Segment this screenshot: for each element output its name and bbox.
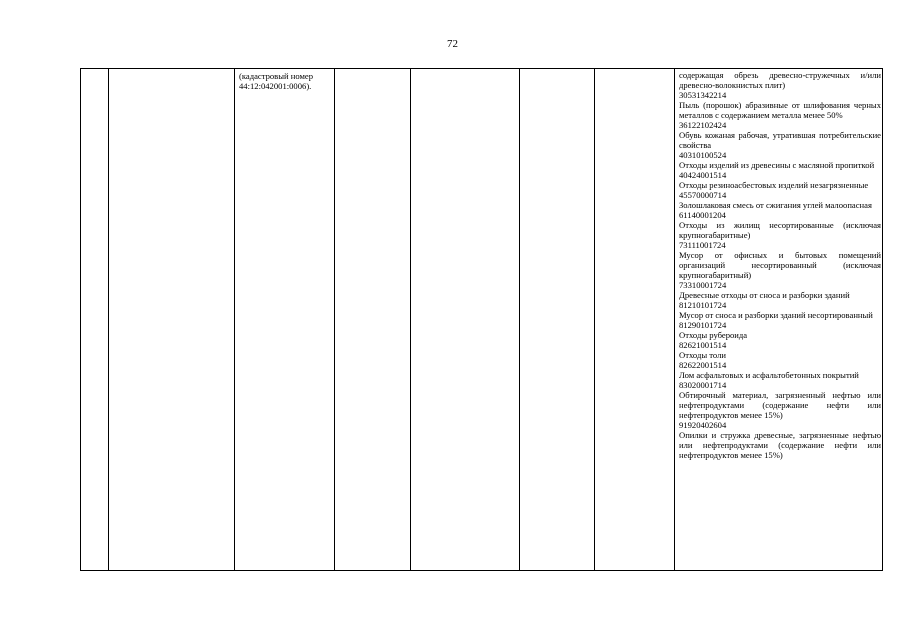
- waste-name: Отходы изделий из древесины с масляной пропиткой: [679, 160, 875, 170]
- column-divider: [594, 69, 595, 570]
- waste-code: 45570000714: [679, 190, 727, 200]
- waste-entry: [679, 370, 881, 390]
- waste-entry: [679, 310, 881, 330]
- waste-name: Отходы толи: [679, 350, 726, 360]
- column-divider: [234, 69, 235, 570]
- waste-name: Древесные отходы от сноса и разборки зданий: [679, 290, 850, 300]
- waste-entry: [679, 100, 881, 130]
- data-table: [80, 68, 883, 571]
- waste-name: Опилки и стружка древесные, загрязненные нефтью или нефтепродуктами (содержание нефти или нефтепродуктов менее 15%): [679, 430, 881, 460]
- waste-code: 40310100524: [679, 150, 727, 160]
- waste-entry: [679, 430, 881, 460]
- waste-name: Отходы рубероида: [679, 330, 748, 340]
- waste-name: Пыль (порошок) абразивные от шлифования черных металлов с содержанием металла менее 50%: [679, 100, 881, 120]
- waste-code: 81290101724: [679, 320, 727, 330]
- waste-name: Обтирочный материал, загрязненный нефтью или нефтепродуктами (содержание нефти или нефтепродуктов менее 15%): [679, 390, 881, 420]
- waste-entry: [679, 330, 881, 350]
- waste-code: 36122102424: [679, 120, 727, 130]
- waste-code: 30531342214: [679, 90, 727, 100]
- waste-code: 61140001204: [679, 210, 726, 220]
- waste-code: 82622001514: [679, 360, 727, 370]
- waste-entry: [679, 290, 881, 310]
- waste-entry: [679, 390, 881, 430]
- cadastral-line-2: 44:12:042001:0006).: [239, 81, 312, 91]
- waste-name: Отходы из жилищ несортированные (исключая крупногабаритные): [679, 220, 881, 240]
- waste-entry: [679, 180, 881, 200]
- waste-entry: [679, 160, 881, 180]
- waste-entry: [679, 70, 881, 100]
- cadastral-line-1: (кадастровый номер: [239, 71, 314, 81]
- waste-entry: [679, 220, 881, 250]
- waste-entry: [679, 250, 881, 290]
- column-divider: [334, 69, 335, 570]
- waste-list-cell: [679, 70, 881, 570]
- cadastral-number-cell: [239, 71, 334, 91]
- waste-code: 73310001724: [679, 280, 727, 290]
- column-divider: [410, 69, 411, 570]
- waste-entry: [679, 200, 881, 220]
- waste-entry: [679, 350, 881, 370]
- waste-name: Отходы резиноасбестовых изделий незагрязненные: [679, 180, 869, 190]
- waste-name: Обувь кожаная рабочая, утратившая потребительские свойства: [679, 130, 881, 150]
- waste-name: Лом асфальтовых и асфальтобетонных покрытий: [679, 370, 859, 380]
- waste-code: 73111001724: [679, 240, 726, 250]
- waste-code: 91920402604: [679, 420, 727, 430]
- waste-name: Мусор от сноса и разборки зданий несортированный: [679, 310, 873, 320]
- column-divider: [674, 69, 675, 570]
- waste-name: содержащая обрезь древесно-стружечных и/или древесно-волокнистых плит): [679, 70, 881, 90]
- waste-code: 82621001514: [679, 340, 727, 350]
- waste-name: Золошлаковая смесь от сжигания углей малоопасная: [679, 200, 872, 210]
- column-divider: [108, 69, 109, 570]
- waste-code: 83020001714: [679, 380, 727, 390]
- column-divider: [519, 69, 520, 570]
- waste-name: Мусор от офисных и бытовых помещений организаций несортированный (исключая крупногабаритный): [679, 250, 881, 280]
- waste-code: 40424001514: [679, 170, 727, 180]
- page-number: 72: [447, 38, 458, 50]
- waste-code: 81210101724: [679, 300, 727, 310]
- waste-entry: [679, 130, 881, 160]
